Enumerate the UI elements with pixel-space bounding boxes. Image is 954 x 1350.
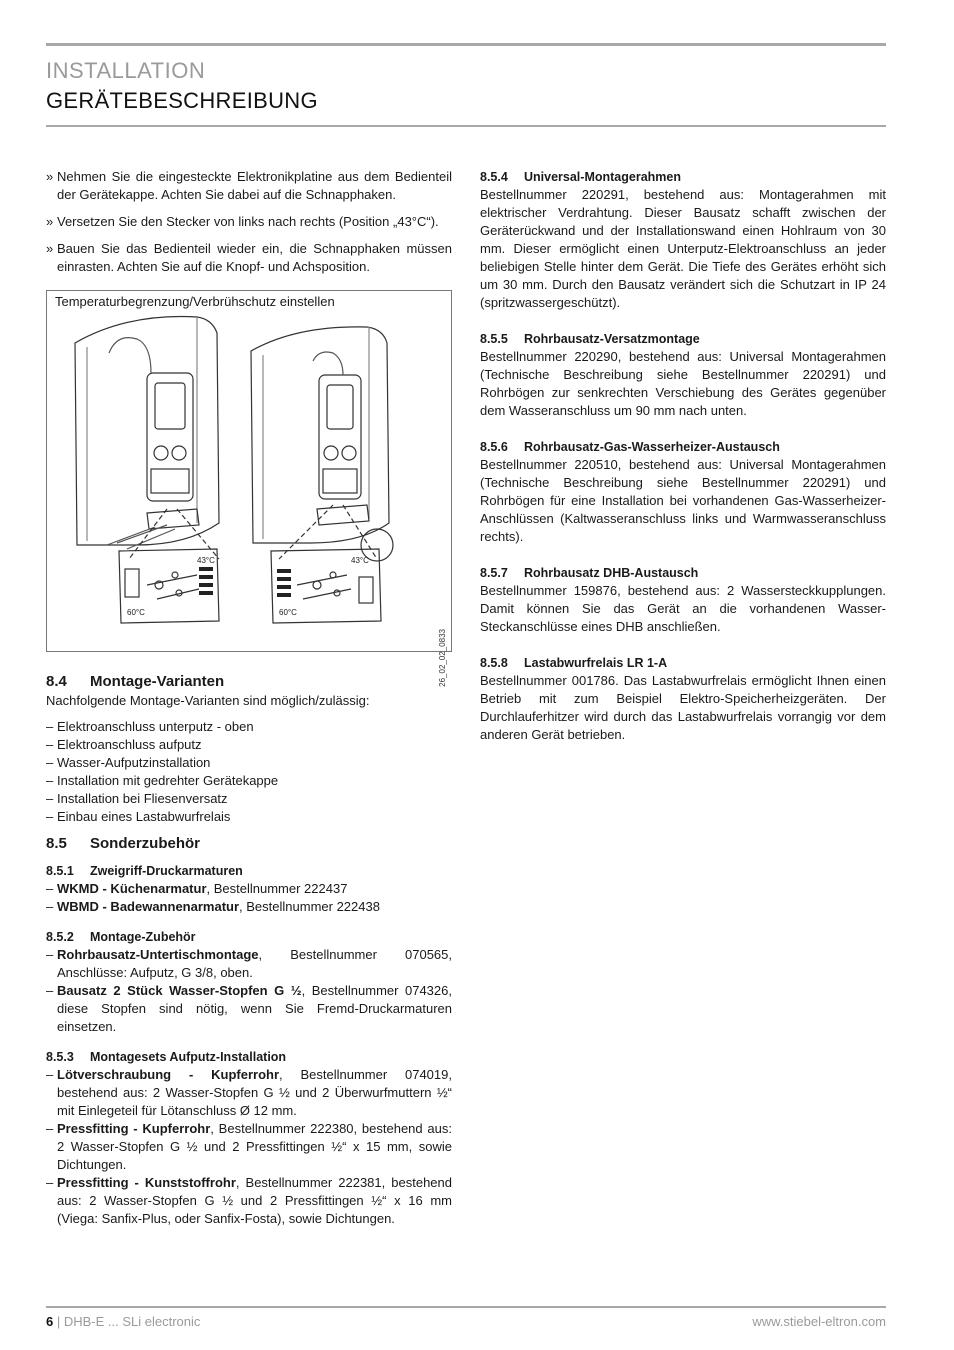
step-marker: » <box>46 169 54 184</box>
subsection-text: Bestellnummer 001786. Das Lastabwurfrelais ermöglicht Ihnen einen Betrieb mit zum Beispiel Elektro-Speicherheizgeräten. Der Durchlauferhitzer wird durch das Lastabwurfrelais vorrangig vor dem anderen Gerät betrieben. <box>480 673 886 742</box>
step-text: Versetzen Sie den Stecker von links nach rechts (Position „43°C“). <box>57 214 439 229</box>
subsection-text: Bestellnummer 220510, bestehend aus: Universal Montagerahmen (Technische Beschreibung siehe Bestellnummer 220291) und Rohrbögen für eine Installation bei vorhandenen Gas-Wasserheizer-Anschlüssen (Kaltwasseranschluss links und Warmwasseranschluss rechts). <box>480 457 886 544</box>
instruction-step <box>46 168 452 204</box>
step-text: Bauen Sie das Bedienteil wieder ein, die Schnapphaken müssen einrasten. Achten Sie auf die Knopf- und Achsposition. <box>57 241 452 274</box>
step-marker: » <box>46 241 54 256</box>
product-name: DHB-E ... SLi electronic <box>63 1314 201 1329</box>
subsection-text: Bestellnummer 220291, bestehend aus: Montagerahmen mit elektrischer Verdrahtung. Dieser Bausatz schafft zwischen der Geräterückwand und der Installationswand einen Hohlraum von 30 mm. Dieser ermöglicht einen Unterputz-Elektroanschluss an jeder beliebigen Stelle hinter dem Gerät. Die Tiefe des Gerätes erhöht sich um 30 mm. Durch den Bausatz verändert sich die Schutzart in IP 24 (spritzwassergeschützt). <box>480 187 886 310</box>
board-label: 43°C <box>197 556 215 565</box>
list-item: – Einbau eines Lastabwurfrelais <box>46 809 231 824</box>
list-item: – Elektroanschluss unterputz - oben <box>46 719 254 734</box>
subsection-text: Bestellnummer 159876, bestehend aus: 2 Wassersteckkupplungen. Damit können Sie das Gerät an die vorhandenen Wasser-Steckanschlüsse eines DHB anschließen. <box>480 583 886 634</box>
header-rule-top <box>46 43 886 46</box>
section-intro: Nachfolgende Montage-Varianten sind möglich/zulässig: <box>46 693 370 708</box>
list-item: – Bausatz 2 Stück Wasser-Stopfen G ½, Bestellnummer 074326, diese Stopfen sind nötig, wenn Sie Fremd-Druckarmaturen einsetzen. <box>46 983 452 1034</box>
section-heading-8-5: 8.5 Sonderzubehör <box>46 835 201 852</box>
list-item: – WKMD - Küchenarmatur, Bestellnummer 222437 <box>46 881 348 896</box>
board-label: 60°C <box>127 608 145 617</box>
subsection-heading-8-5-6: 8.5.6 Rohrbausatz-Gas-Wasserheizer-Austausch <box>480 440 780 454</box>
figure-code: 26_02_02_0833 <box>438 629 447 687</box>
figure-caption: Temperaturbegrenzung/Verbrühschutz einstellen <box>55 294 335 309</box>
device-illustration <box>47 313 451 651</box>
subsection-heading-8-5-4: 8.5.4 Universal-Montagerahmen <box>480 170 681 184</box>
section-label: INSTALLATION <box>46 58 206 83</box>
header-rule-bottom <box>46 125 886 127</box>
footer-product: 6 | DHB-E ... SLi electronic <box>46 1314 201 1329</box>
page-number: 6 <box>46 1314 54 1329</box>
left-column <box>46 168 452 1228</box>
subsection-heading-8-5-3: 8.5.3 Montagesets Aufputz-Installation <box>46 1050 287 1064</box>
instruction-step <box>46 213 452 231</box>
subsection-heading-8-5-5: 8.5.5 Rohrbausatz-Versatzmontage <box>480 332 700 346</box>
list-item: – Wasser-Aufputzinstallation <box>46 755 211 770</box>
subsection-heading-8-5-2: 8.5.2 Montage-Zubehör <box>46 930 196 944</box>
control-unit-right <box>319 375 361 499</box>
step-text: Nehmen Sie die eingesteckte Elektronikplatine aus dem Bedienteil der Gerätekappe. Achten Sie dabei auf die Schnapphaken. <box>57 169 452 202</box>
subsection-text: Bestellnummer 220290, bestehend aus: Universal Montagerahmen (Technische Beschreibung siehe Bestellnummer 220291) und Rohrbögen zur senkrechten Verschiebung des Gerätes gegenüber dem Wasseranschluss um 90 mm nach unten. <box>480 349 886 418</box>
subsection-heading-8-5-7: 8.5.7 Rohrbausatz DHB-Austausch <box>480 566 699 580</box>
subsection-heading-8-5-8: 8.5.8 Lastabwurfrelais LR 1-A <box>480 656 668 670</box>
step-marker: » <box>46 214 54 229</box>
subsection-heading-8-5-1: 8.5.1 Zweigriff-Druckarmaturen <box>46 864 243 878</box>
footer-url: www.stiebel-eltron.com <box>752 1314 886 1329</box>
board-label: 60°C <box>279 608 297 617</box>
control-unit-left <box>147 373 193 501</box>
page-title: GERÄTEBESCHREIBUNG <box>46 88 318 113</box>
board-label: 43°C <box>351 556 369 565</box>
list-item: – WBMD - Badewannenarmatur, Bestellnummer 222438 <box>46 899 380 914</box>
list-item: – Elektroanschluss aufputz <box>46 737 202 752</box>
instruction-step <box>46 240 452 276</box>
list-item: – Rohrbausatz-Untertischmontage, Bestellnummer 070565, Anschlüsse: Aufputz, G 3/8, oben. <box>46 947 452 980</box>
list-item: – Installation mit gedrehter Gerätekappe <box>46 773 279 788</box>
section-heading-8-4: 8.4 Montage-Varianten <box>46 673 225 690</box>
list-item: – Lötverschraubung - Kupferrohr, Bestellnummer 074019, bestehend aus: 2 Wasser-Stopfen G ½ und 2 Überwurfmuttern ½“ mit Einlegeteil für Lötanschluss Ø 12 mm. <box>46 1067 452 1118</box>
list-item: – Pressfitting - Kunststoffrohr, Bestellnummer 222381, bestehend aus: 2 Wasser-Stopfen G ½ und 2 Pressfittingen ½“ x 16 mm (Viega: Sanfix-Plus, oder Sanfix-Fosta), sowie Dichtungen. <box>46 1175 452 1226</box>
footer-rule <box>46 1306 886 1308</box>
list-item: – Installation bei Fliesenversatz <box>46 791 228 806</box>
list-item: – Pressfitting - Kupferrohr, Bestellnummer 222380, bestehend aus: 2 Wasser-Stopfen G ½ und 2 Pressfittingen ½“ x 15 mm, sowie Dichtungen. <box>46 1121 452 1172</box>
right-column <box>480 168 886 744</box>
